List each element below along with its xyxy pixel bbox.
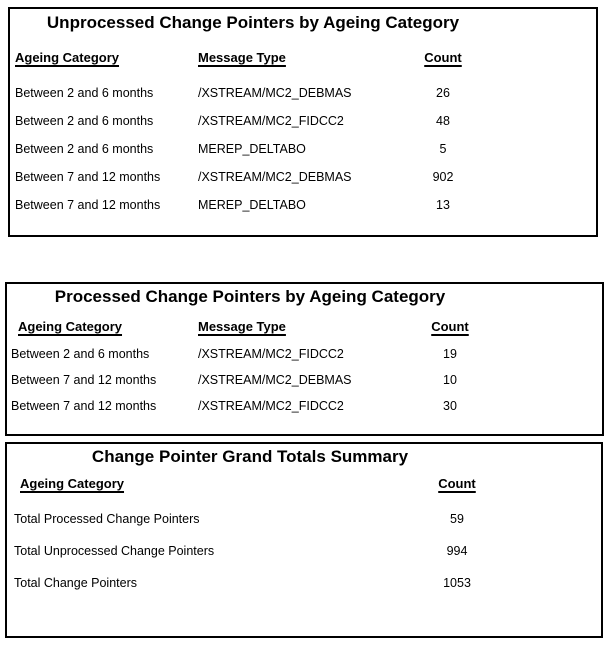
count-cell: 994: [446, 544, 468, 558]
ageing-category-cell: Between 7 and 12 months: [15, 170, 161, 184]
count-cell: 30: [443, 399, 457, 413]
table-row: [7, 341, 602, 367]
message-type-cell: MEREP_DELTABO: [198, 142, 306, 156]
message-type-cell: /XSTREAM/MC2_DEBMAS: [198, 86, 352, 100]
ageing-category-cell: Between 7 and 12 months: [11, 373, 157, 387]
table-body: [7, 341, 602, 419]
table-row: [10, 163, 596, 191]
table-row: [10, 79, 596, 107]
table-row: [10, 191, 596, 219]
message-type-cell: /XSTREAM/MC2_DEBMAS: [198, 373, 352, 387]
count-cell: 13: [436, 198, 450, 212]
ageing-category-cell: Between 7 and 12 months: [11, 399, 157, 413]
column-header-ageing-category: Ageing Category: [15, 49, 120, 65]
total-label-cell: Total Processed Change Pointers: [14, 512, 200, 526]
total-label-cell: Total Unprocessed Change Pointers: [14, 544, 215, 558]
processed-change-pointers-panel: [5, 282, 604, 436]
count-cell: 19: [443, 347, 457, 361]
column-header-count: Count: [438, 475, 476, 491]
message-type-cell: /XSTREAM/MC2_DEBMAS: [198, 170, 352, 184]
count-cell: 1053: [443, 576, 471, 590]
column-header-message-type: Message Type: [198, 49, 286, 65]
panel-title: Processed Change Pointers by Ageing Category: [54, 287, 446, 306]
message-type-cell: /XSTREAM/MC2_FIDCC2: [198, 399, 344, 413]
unprocessed-change-pointers-panel: [8, 7, 598, 237]
table-row: [7, 393, 602, 419]
ageing-category-cell: Between 2 and 6 months: [15, 86, 154, 100]
column-header-message-type: Message Type: [198, 318, 286, 334]
ageing-category-cell: Between 2 and 6 months: [15, 142, 154, 156]
table-header-row: [7, 318, 602, 334]
column-header-count: Count: [424, 49, 462, 65]
count-cell: 48: [436, 114, 450, 128]
table-body: [7, 503, 601, 599]
column-header-ageing-category: Ageing Category: [18, 318, 123, 334]
count-cell: 902: [432, 170, 454, 184]
message-type-cell: /XSTREAM/MC2_FIDCC2: [198, 347, 344, 361]
ageing-category-cell: Between 7 and 12 months: [15, 198, 161, 212]
total-label-cell: Total Change Pointers: [14, 576, 137, 590]
count-cell: 59: [450, 512, 464, 526]
table-row: [10, 107, 596, 135]
table-header-row: [7, 475, 601, 491]
message-type-cell: /XSTREAM/MC2_FIDCC2: [198, 114, 344, 128]
table-row: [7, 535, 601, 567]
table-row: [10, 135, 596, 163]
table-header-row: [10, 49, 596, 65]
table-row: [7, 567, 601, 599]
count-cell: 26: [436, 86, 450, 100]
grand-totals-summary-panel: [5, 442, 603, 638]
count-cell: 5: [439, 142, 447, 156]
table-row: [7, 503, 601, 535]
ageing-category-cell: Between 2 and 6 months: [11, 347, 150, 361]
panel-title: Unprocessed Change Pointers by Ageing Category: [46, 13, 460, 32]
message-type-cell: MEREP_DELTABO: [198, 198, 306, 212]
ageing-category-cell: Between 2 and 6 months: [15, 114, 154, 128]
table-body: [10, 79, 596, 219]
table-row: [7, 367, 602, 393]
panel-title: Change Pointer Grand Totals Summary: [91, 447, 409, 466]
count-cell: 10: [443, 373, 457, 387]
column-header-ageing-category: Ageing Category: [20, 475, 125, 491]
column-header-count: Count: [431, 318, 469, 334]
